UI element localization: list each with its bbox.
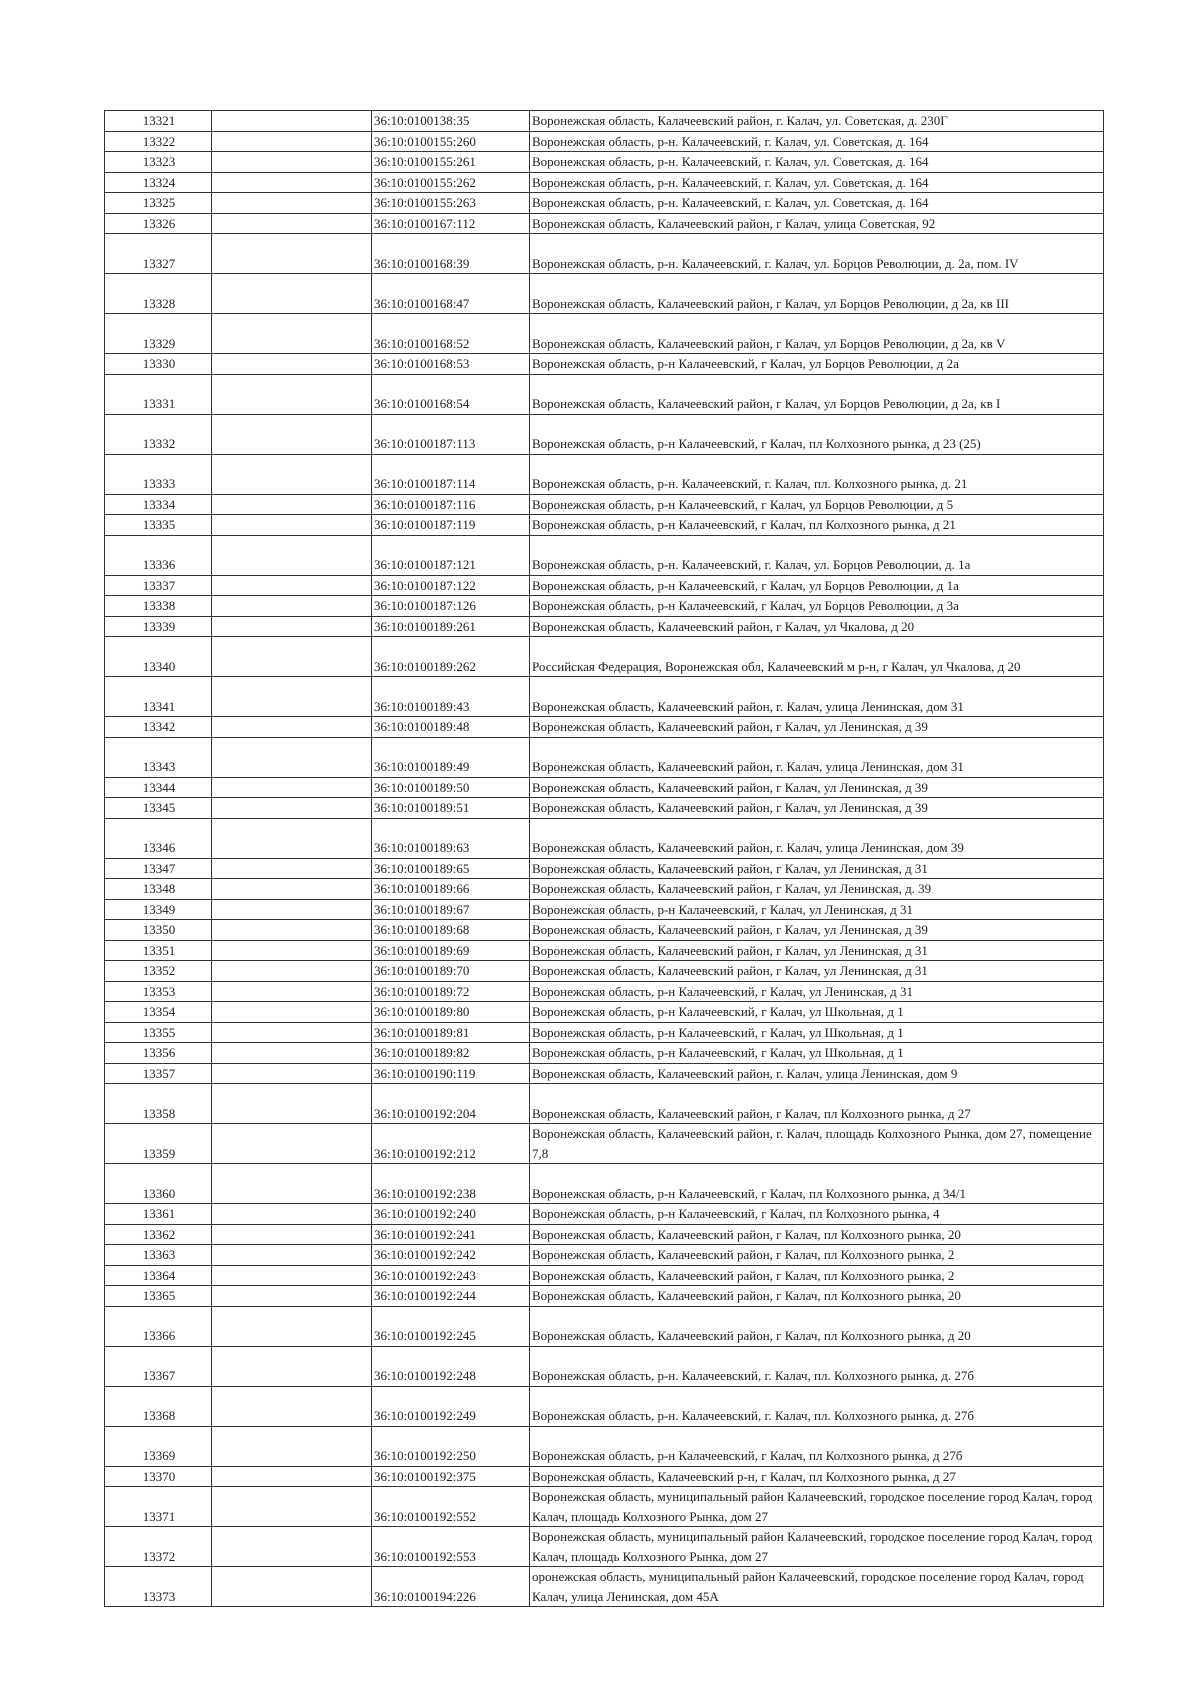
table-row (105, 1022, 1104, 1043)
row-number-cell: 13366 (105, 1306, 212, 1346)
cadastral-number-cell: 36:10:0100192:204 (372, 1084, 530, 1124)
table-row (105, 798, 1104, 819)
table-row (105, 858, 1104, 879)
cadastral-number-cell: 36:10:0100192:243 (372, 1265, 530, 1286)
address-cell: Воронежская область, Калачеевский район, г. Калач, улица Ленинская, дом 31 (530, 737, 1104, 777)
row-number-cell: 13337 (105, 575, 212, 596)
empty-cell (212, 920, 372, 941)
empty-cell (212, 111, 372, 132)
row-number-cell: 13332 (105, 414, 212, 454)
cadastral-number-cell: 36:10:0100168:39 (372, 234, 530, 274)
cadastral-number-cell: 36:10:0100187:119 (372, 515, 530, 536)
address-cell: Воронежская область, Калачеевский район, г. Калач, улица Ленинская, дом 31 (530, 677, 1104, 717)
table-row (105, 899, 1104, 920)
address-cell: Воронежская область, Калачеевский район, г Калач, пл Колхозного рынка, 2 (530, 1245, 1104, 1266)
cadastral-number-cell: 36:10:0100155:263 (372, 193, 530, 214)
empty-cell (212, 1245, 372, 1266)
cadastral-number-cell: 36:10:0100189:67 (372, 899, 530, 920)
row-number-cell: 13365 (105, 1286, 212, 1307)
table-row (105, 920, 1104, 941)
empty-cell (212, 1426, 372, 1466)
table-row (105, 1124, 1104, 1164)
row-number-cell: 13341 (105, 677, 212, 717)
cadastral-number-cell: 36:10:0100187:113 (372, 414, 530, 454)
address-cell: Воронежская область, р-н Калачеевский, г Калач, ул Ленинская, д 31 (530, 899, 1104, 920)
address-cell: Воронежская область, муниципальный район Калачеевский, городское поселение город Калач, город Калач, площадь Колхозного Рынка, дом 27 (530, 1527, 1104, 1567)
address-cell: Воронежская область, р-н. Калачеевский, г. Калач, ул. Советская, д. 164 (530, 172, 1104, 193)
cadastral-number-cell: 36:10:0100192:244 (372, 1286, 530, 1307)
empty-cell (212, 596, 372, 617)
table-row (105, 1346, 1104, 1386)
row-number-cell: 13347 (105, 858, 212, 879)
table-row (105, 677, 1104, 717)
address-cell: Воронежская область, р-н Калачеевский, г Калач, ул Борцов Революции, д 3а (530, 596, 1104, 617)
cadastral-number-cell: 36:10:0100192:552 (372, 1487, 530, 1527)
address-cell: Воронежская область, Калачеевский район, г Калач, ул Ленинская, д 31 (530, 961, 1104, 982)
row-number-cell: 13354 (105, 1002, 212, 1023)
address-cell: Воронежская область, Калачеевский район, г Калач, улица Советская, 92 (530, 213, 1104, 234)
address-cell: Воронежская область, Калачеевский район, г. Калач, улица Ленинская, дом 9 (530, 1063, 1104, 1084)
address-cell: Воронежская область, р-н Калачеевский, г Калач, пл Колхозного рынка, д 21 (530, 515, 1104, 536)
empty-cell (212, 1265, 372, 1286)
cadastral-number-cell: 36:10:0100168:47 (372, 274, 530, 314)
table-row (105, 1265, 1104, 1286)
table-row (105, 274, 1104, 314)
empty-cell (212, 1043, 372, 1064)
row-number-cell: 13329 (105, 314, 212, 354)
address-cell: оронежская область, муниципальный район Калачеевский, городское поселение город Калач, город Калач, улица Ленинская, дом 45А (530, 1567, 1104, 1607)
table-row (105, 1286, 1104, 1307)
table-row (105, 737, 1104, 777)
empty-cell (212, 1224, 372, 1245)
row-number-cell: 13340 (105, 637, 212, 677)
row-number-cell: 13360 (105, 1164, 212, 1204)
row-number-cell: 13325 (105, 193, 212, 214)
cadastral-number-cell: 36:10:0100189:43 (372, 677, 530, 717)
address-cell: Воронежская область, Калачеевский район, г Калач, ул Чкалова, д 20 (530, 616, 1104, 637)
row-number-cell: 13361 (105, 1204, 212, 1225)
row-number-cell: 13326 (105, 213, 212, 234)
cadastral-number-cell: 36:10:0100194:226 (372, 1567, 530, 1607)
row-number-cell: 13355 (105, 1022, 212, 1043)
cadastral-number-cell: 36:10:0100192:241 (372, 1224, 530, 1245)
address-cell: Воронежская область, р-н. Калачеевский, г. Калач, пл. Колхозного рынка, д. 27б (530, 1386, 1104, 1426)
table-row (105, 777, 1104, 798)
table-row (105, 1164, 1104, 1204)
empty-cell (212, 494, 372, 515)
address-cell: Воронежская область, р-н. Калачеевский, г. Калач, ул. Советская, д. 164 (530, 193, 1104, 214)
cadastral-number-cell: 36:10:0100189:63 (372, 818, 530, 858)
cadastral-number-cell: 36:10:0100168:54 (372, 374, 530, 414)
table-row (105, 374, 1104, 414)
cadastral-number-cell: 36:10:0100192:240 (372, 1204, 530, 1225)
cadastral-number-cell: 36:10:0100187:114 (372, 454, 530, 494)
address-cell: Воронежская область, Калачеевский район, г Калач, ул Ленинская, д 39 (530, 777, 1104, 798)
empty-cell (212, 677, 372, 717)
row-number-cell: 13330 (105, 354, 212, 375)
empty-cell (212, 152, 372, 173)
row-number-cell: 13352 (105, 961, 212, 982)
table-row (105, 414, 1104, 454)
address-cell: Воронежская область, р-н. Калачеевский, г. Калач, ул. Советская, д. 164 (530, 152, 1104, 173)
table-row (105, 616, 1104, 637)
row-number-cell: 13356 (105, 1043, 212, 1064)
address-cell: Воронежская область, р-н. Калачеевский, г. Калач, ул. Советская, д. 164 (530, 131, 1104, 152)
empty-cell (212, 131, 372, 152)
empty-cell (212, 454, 372, 494)
row-number-cell: 13328 (105, 274, 212, 314)
address-cell: Воронежская область, Калачеевский район, г Калач, пл Колхозного рынка, 20 (530, 1286, 1104, 1307)
empty-cell (212, 1002, 372, 1023)
row-number-cell: 13333 (105, 454, 212, 494)
table-row (105, 354, 1104, 375)
address-cell: Воронежская область, Калачеевский район, г Калач, ул Ленинская, д 39 (530, 798, 1104, 819)
table-row (105, 717, 1104, 738)
empty-cell (212, 374, 372, 414)
table-row (105, 515, 1104, 536)
registry-table-body (105, 111, 1104, 1607)
table-row (105, 1487, 1104, 1527)
row-number-cell: 13336 (105, 535, 212, 575)
empty-cell (212, 798, 372, 819)
row-number-cell: 13344 (105, 777, 212, 798)
address-cell: Воронежская область, Калачеевский район, г Калач, ул Ленинская, д 39 (530, 717, 1104, 738)
cadastral-number-cell: 36:10:0100192:245 (372, 1306, 530, 1346)
address-cell: Воронежская область, Калачеевский район, г Калач, ул Борцов Революции, д 2а, кв V (530, 314, 1104, 354)
table-row (105, 535, 1104, 575)
empty-cell (212, 193, 372, 214)
address-cell: Воронежская область, р-н Калачеевский, г Калач, ул Борцов Революции, д 2а (530, 354, 1104, 375)
cadastral-number-cell: 36:10:0100189:65 (372, 858, 530, 879)
address-cell: Российская Федерация, Воронежская обл, Калачеевский м р-н, г Калач, ул Чкалова, д 20 (530, 637, 1104, 677)
table-row (105, 1567, 1104, 1607)
registry-table (104, 110, 1104, 1607)
empty-cell (212, 354, 372, 375)
cadastral-number-cell: 36:10:0100189:68 (372, 920, 530, 941)
row-number-cell: 13358 (105, 1084, 212, 1124)
empty-cell (212, 172, 372, 193)
row-number-cell: 13346 (105, 818, 212, 858)
empty-cell (212, 213, 372, 234)
cadastral-number-cell: 36:10:0100189:70 (372, 961, 530, 982)
empty-cell (212, 314, 372, 354)
empty-cell (212, 234, 372, 274)
cadastral-number-cell: 36:10:0100187:122 (372, 575, 530, 596)
row-number-cell: 13321 (105, 111, 212, 132)
table-row (105, 637, 1104, 677)
row-number-cell: 13324 (105, 172, 212, 193)
address-cell: Воронежская область, р-н Калачеевский, г Калач, пл Колхозного рынка, д 27б (530, 1426, 1104, 1466)
empty-cell (212, 1386, 372, 1426)
cadastral-number-cell: 36:10:0100192:242 (372, 1245, 530, 1266)
address-cell: Воронежская область, Калачеевский район, г Калач, ул Ленинская, д 39 (530, 920, 1104, 941)
table-row (105, 1245, 1104, 1266)
table-row (105, 1386, 1104, 1426)
address-cell: Воронежская область, Калачеевский район, г. Калач, улица Ленинская, дом 39 (530, 818, 1104, 858)
table-row (105, 1224, 1104, 1245)
empty-cell (212, 1346, 372, 1386)
empty-cell (212, 1022, 372, 1043)
cadastral-number-cell: 36:10:0100167:112 (372, 213, 530, 234)
cadastral-number-cell: 36:10:0100189:51 (372, 798, 530, 819)
empty-cell (212, 274, 372, 314)
row-number-cell: 13359 (105, 1124, 212, 1164)
empty-cell (212, 1063, 372, 1084)
row-number-cell: 13343 (105, 737, 212, 777)
cadastral-number-cell: 36:10:0100189:261 (372, 616, 530, 637)
cadastral-number-cell: 36:10:0100189:49 (372, 737, 530, 777)
address-cell: Воронежская область, р-н Калачеевский, г Калач, ул Школьная, д 1 (530, 1022, 1104, 1043)
table-row (105, 1426, 1104, 1466)
table-row (105, 1306, 1104, 1346)
address-cell: Воронежская область, Калачеевский район, г Калач, ул Ленинская, д. 39 (530, 879, 1104, 900)
address-cell: Воронежская область, р-н. Калачеевский, г. Калач, ул. Борцов Революции, д. 1а (530, 535, 1104, 575)
table-row (105, 131, 1104, 152)
table-row (105, 111, 1104, 132)
cadastral-number-cell: 36:10:0100190:119 (372, 1063, 530, 1084)
table-row (105, 172, 1104, 193)
row-number-cell: 13331 (105, 374, 212, 414)
address-cell: Воронежская область, муниципальный район Калачеевский, городское поселение город Калач, город Калач, площадь Колхозного Рынка, дом 27 (530, 1487, 1104, 1527)
table-row (105, 494, 1104, 515)
table-row (105, 213, 1104, 234)
address-cell: Воронежская область, р-н Калачеевский, г Калач, пл Колхозного рынка, 4 (530, 1204, 1104, 1225)
empty-cell (212, 1164, 372, 1204)
cadastral-number-cell: 36:10:0100168:52 (372, 314, 530, 354)
address-cell: Воронежская область, р-н Калачеевский, г Калач, пл Колхозного рынка, д 23 (25) (530, 414, 1104, 454)
empty-cell (212, 616, 372, 637)
table-row (105, 879, 1104, 900)
table-row (105, 1084, 1104, 1124)
cadastral-number-cell: 36:10:0100187:126 (372, 596, 530, 617)
cadastral-number-cell: 36:10:0100192:250 (372, 1426, 530, 1466)
row-number-cell: 13368 (105, 1386, 212, 1426)
address-cell: Воронежская область, Калачеевский район, г Калач, ул Борцов Революции, д 2а, кв I (530, 374, 1104, 414)
empty-cell (212, 1527, 372, 1567)
row-number-cell: 13334 (105, 494, 212, 515)
address-cell: Воронежская область, р-н Калачеевский, г Калач, ул Школьная, д 1 (530, 1043, 1104, 1064)
empty-cell (212, 981, 372, 1002)
cadastral-number-cell: 36:10:0100189:69 (372, 940, 530, 961)
cadastral-number-cell: 36:10:0100192:553 (372, 1527, 530, 1567)
cadastral-number-cell: 36:10:0100168:53 (372, 354, 530, 375)
empty-cell (212, 899, 372, 920)
address-cell: Воронежская область, Калачеевский район, г Калач, пл Колхозного рынка, д 27 (530, 1084, 1104, 1124)
address-cell: Воронежская область, Калачеевский район, г Калач, ул Борцов Революции, д 2а, кв III (530, 274, 1104, 314)
table-row (105, 575, 1104, 596)
empty-cell (212, 575, 372, 596)
row-number-cell: 13351 (105, 940, 212, 961)
row-number-cell: 13373 (105, 1567, 212, 1607)
address-cell: Воронежская область, р-н Калачеевский, г Калач, ул Борцов Революции, д 1а (530, 575, 1104, 596)
table-row (105, 1002, 1104, 1023)
empty-cell (212, 858, 372, 879)
empty-cell (212, 515, 372, 536)
table-row (105, 1527, 1104, 1567)
table-row (105, 234, 1104, 274)
cadastral-number-cell: 36:10:0100189:262 (372, 637, 530, 677)
row-number-cell: 13338 (105, 596, 212, 617)
cadastral-number-cell: 36:10:0100155:261 (372, 152, 530, 173)
address-cell: Воронежская область, р-н Калачеевский, г Калач, ул Борцов Революции, д 5 (530, 494, 1104, 515)
address-cell: Воронежская область, р-н Калачеевский, г Калач, пл Колхозного рынка, д 34/1 (530, 1164, 1104, 1204)
empty-cell (212, 1124, 372, 1164)
address-cell: Воронежская область, Калачеевский район, г. Калач, ул. Советская, д. 230Г (530, 111, 1104, 132)
row-number-cell: 13369 (105, 1426, 212, 1466)
empty-cell (212, 637, 372, 677)
row-number-cell: 13345 (105, 798, 212, 819)
row-number-cell: 13371 (105, 1487, 212, 1527)
empty-cell (212, 717, 372, 738)
cadastral-number-cell: 36:10:0100192:238 (372, 1164, 530, 1204)
address-cell: Воронежская область, Калачеевский район, г Калач, пл Колхозного рынка, д 20 (530, 1306, 1104, 1346)
row-number-cell: 13349 (105, 899, 212, 920)
row-number-cell: 13353 (105, 981, 212, 1002)
row-number-cell: 13357 (105, 1063, 212, 1084)
row-number-cell: 13370 (105, 1466, 212, 1487)
row-number-cell: 13348 (105, 879, 212, 900)
empty-cell (212, 414, 372, 454)
cadastral-number-cell: 36:10:0100138:35 (372, 111, 530, 132)
table-row (105, 193, 1104, 214)
address-cell: Воронежская область, р-н. Калачеевский, г. Калач, ул. Борцов Революции, д. 2а, пом. IV (530, 234, 1104, 274)
empty-cell (212, 961, 372, 982)
table-row (105, 1204, 1104, 1225)
row-number-cell: 13335 (105, 515, 212, 536)
address-cell: Воронежская область, Калачеевский район, г Калач, ул Ленинская, д 31 (530, 940, 1104, 961)
empty-cell (212, 818, 372, 858)
cadastral-number-cell: 36:10:0100189:48 (372, 717, 530, 738)
table-row (105, 454, 1104, 494)
address-cell: Воронежская область, р-н Калачеевский, г Калач, ул Ленинская, д 31 (530, 981, 1104, 1002)
cadastral-number-cell: 36:10:0100189:72 (372, 981, 530, 1002)
cadastral-number-cell: 36:10:0100189:82 (372, 1043, 530, 1064)
row-number-cell: 13362 (105, 1224, 212, 1245)
row-number-cell: 13339 (105, 616, 212, 637)
table-row (105, 1466, 1104, 1487)
table-row (105, 818, 1104, 858)
cadastral-number-cell: 36:10:0100192:248 (372, 1346, 530, 1386)
cadastral-number-cell: 36:10:0100192:249 (372, 1386, 530, 1426)
address-cell: Воронежская область, Калачеевский район, г Калач, пл Колхозного рынка, 20 (530, 1224, 1104, 1245)
cadastral-number-cell: 36:10:0100155:262 (372, 172, 530, 193)
empty-cell (212, 1084, 372, 1124)
cadastral-number-cell: 36:10:0100189:50 (372, 777, 530, 798)
cadastral-number-cell: 36:10:0100155:260 (372, 131, 530, 152)
empty-cell (212, 535, 372, 575)
cadastral-number-cell: 36:10:0100189:80 (372, 1002, 530, 1023)
empty-cell (212, 879, 372, 900)
table-row (105, 981, 1104, 1002)
table-row (105, 152, 1104, 173)
row-number-cell: 13364 (105, 1265, 212, 1286)
row-number-cell: 13350 (105, 920, 212, 941)
table-row (105, 596, 1104, 617)
address-cell: Воронежская область, Калачеевский район, г Калач, ул Ленинская, д 31 (530, 858, 1104, 879)
row-number-cell: 13323 (105, 152, 212, 173)
table-row (105, 314, 1104, 354)
empty-cell (212, 940, 372, 961)
cadastral-number-cell: 36:10:0100192:375 (372, 1466, 530, 1487)
address-cell: Воронежская область, Калачеевский р-н, г Калач, пл Колхозного рынка, д 27 (530, 1466, 1104, 1487)
empty-cell (212, 1466, 372, 1487)
table-row (105, 1063, 1104, 1084)
cadastral-number-cell: 36:10:0100187:121 (372, 535, 530, 575)
empty-cell (212, 1306, 372, 1346)
address-cell: Воронежская область, Калачеевский район, г Калач, пл Колхозного рынка, 2 (530, 1265, 1104, 1286)
cadastral-number-cell: 36:10:0100189:66 (372, 879, 530, 900)
table-row (105, 961, 1104, 982)
address-cell: Воронежская область, р-н. Калачеевский, г. Калач, пл. Колхозного рынка, д. 27б (530, 1346, 1104, 1386)
row-number-cell: 13363 (105, 1245, 212, 1266)
cadastral-number-cell: 36:10:0100187:116 (372, 494, 530, 515)
empty-cell (212, 1204, 372, 1225)
empty-cell (212, 1286, 372, 1307)
empty-cell (212, 1487, 372, 1527)
row-number-cell: 13372 (105, 1527, 212, 1567)
row-number-cell: 13322 (105, 131, 212, 152)
cadastral-number-cell: 36:10:0100189:81 (372, 1022, 530, 1043)
row-number-cell: 13367 (105, 1346, 212, 1386)
empty-cell (212, 1567, 372, 1607)
address-cell: Воронежская область, р-н Калачеевский, г Калач, ул Школьная, д 1 (530, 1002, 1104, 1023)
row-number-cell: 13342 (105, 717, 212, 738)
row-number-cell: 13327 (105, 234, 212, 274)
table-row (105, 940, 1104, 961)
empty-cell (212, 777, 372, 798)
cadastral-number-cell: 36:10:0100192:212 (372, 1124, 530, 1164)
address-cell: Воронежская область, Калачеевский район, г. Калач, площадь Колхозного Рынка, дом 27, помещение 7,8 (530, 1124, 1104, 1164)
table-row (105, 1043, 1104, 1064)
address-cell: Воронежская область, р-н. Калачеевский, г. Калач, пл. Колхозного рынка, д. 21 (530, 454, 1104, 494)
empty-cell (212, 737, 372, 777)
